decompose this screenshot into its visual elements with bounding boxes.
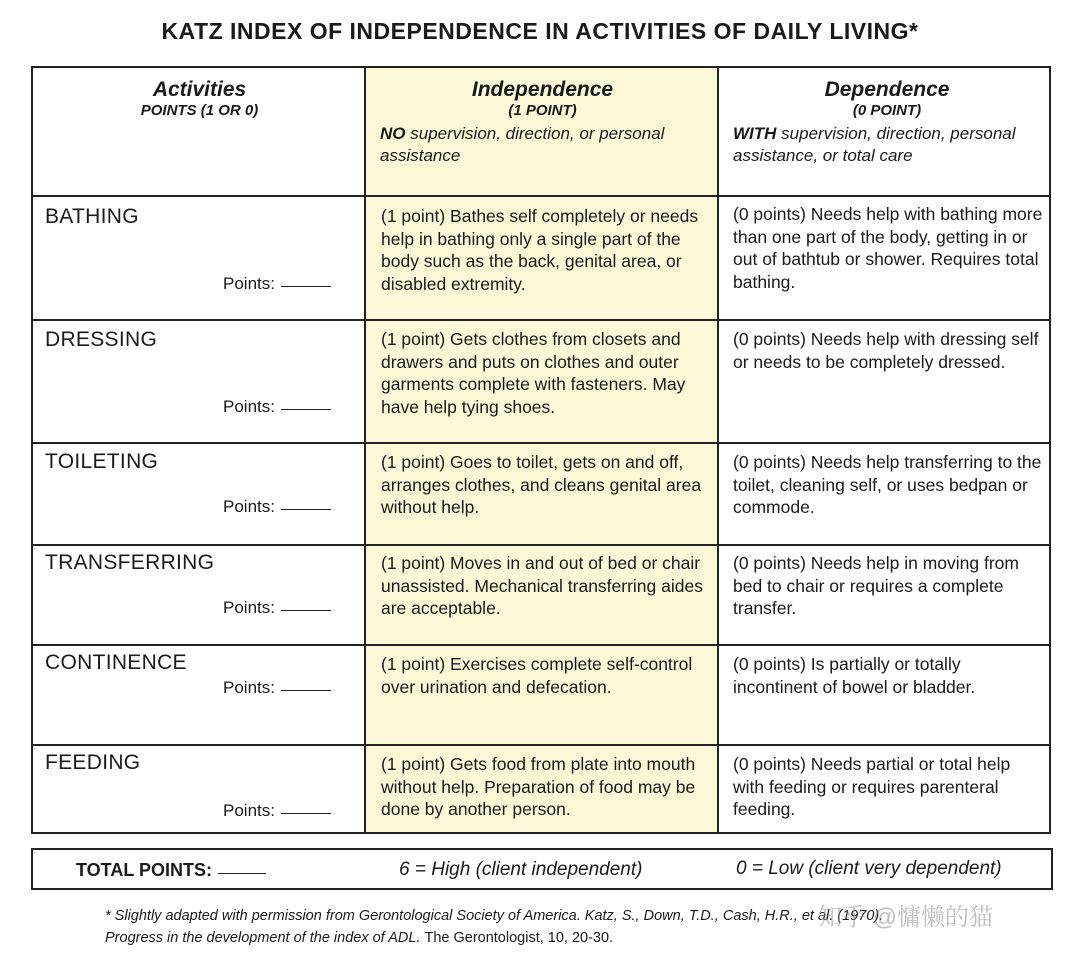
points-blank[interactable] — [281, 812, 331, 814]
score-high-legend: 6 = High (client independent) — [399, 859, 643, 880]
points-blank[interactable] — [281, 285, 331, 287]
points-field — [223, 598, 331, 618]
header-independence-label: Independence — [471, 78, 614, 101]
table-row-activity — [33, 444, 364, 544]
katz-table — [31, 66, 1051, 834]
table-row-activity — [33, 546, 364, 644]
dependence-text: (0 points) Needs help in moving from bed to chair or requires a complete transfer. — [733, 553, 1019, 618]
activity-name: BATHING — [45, 205, 139, 228]
header-independence-desc — [380, 123, 705, 167]
points-label: Points: — [223, 598, 275, 617]
header-independence — [366, 68, 719, 196]
total-points-label: TOTAL POINTS: — [76, 860, 213, 880]
header-independence-text: supervision, direction, or personal assistance — [380, 124, 665, 165]
header-dependence-sub: (0 POINT) — [852, 102, 922, 119]
points-field — [223, 397, 331, 417]
dependence-text: (0 points) Needs partial or total help with feeding or requires parenteral feeding. — [733, 754, 1011, 819]
points-label: Points: — [223, 397, 275, 416]
points-blank[interactable] — [281, 508, 331, 510]
table-row-activity — [33, 321, 364, 442]
score-low-legend: 0 = Low (client very dependent) — [736, 858, 1002, 879]
points-label: Points: — [223, 497, 275, 516]
independence-text: (1 point) Goes to toilet, gets on and off, arranges clothes, and cleans genital area without help. — [381, 452, 702, 517]
points-blank[interactable] — [281, 609, 331, 611]
header-dependence-desc — [733, 123, 1041, 167]
footnote-journal: The Gerontologist, 10, 20-30. — [424, 930, 614, 946]
independence-text: (1 point) Gets clothes from closets and drawers and puts on clothes and outer garments complete with fasteners. May have help tying shoes. — [381, 329, 686, 417]
activity-name: TOILETING — [45, 450, 159, 473]
header-dependence-text: supervision, direction, personal assistance, or total care — [733, 124, 1016, 165]
header-independence-sub: (1 POINT) — [508, 102, 577, 119]
dependence-text: (0 points) Needs help with dressing self or needs to be completely dressed. — [733, 329, 1039, 372]
dependence-text: (0 points) Needs help with bathing more than one part of the body, getting in or out of bathtub or shower. Requires total bathing. — [733, 204, 1043, 292]
table-row-activity — [33, 746, 364, 832]
footnote-line-2 — [105, 927, 883, 949]
independence-text: (1 point) Moves in and out of bed or chair unassisted. Mechanical transferring aides are acceptable. — [381, 553, 703, 618]
table-row-activity — [33, 646, 364, 744]
points-field — [223, 801, 331, 821]
header-activities — [33, 68, 366, 196]
header-dependence-lead: WITH — [733, 124, 777, 143]
header-dependence — [719, 68, 1051, 196]
points-field — [223, 678, 331, 698]
header-activities-sub: POINTS (1 OR 0) — [140, 102, 259, 119]
total-points-blank[interactable] — [218, 872, 266, 874]
independence-text: (1 point) Exercises complete self-control over urination and defecation. — [381, 654, 693, 697]
header-independence-lead: NO — [380, 124, 406, 143]
page-title: KATZ INDEX OF INDEPENDENCE IN ACTIVITIES OF DAILY LIVING* — [161, 18, 919, 44]
footnote — [105, 905, 883, 949]
footnote-line-1: * Slightly adapted with permission from Gerontological Society of America. Katz, S., Down, T.D., Cash, H.R., et al. (1970). — [105, 908, 884, 924]
footnote-article: Progress in the development of the index of ADL. — [105, 930, 421, 946]
points-field — [223, 274, 331, 294]
points-blank[interactable] — [281, 408, 331, 410]
points-label: Points: — [223, 274, 275, 293]
total-points-bar — [31, 848, 1053, 890]
activity-name: DRESSING — [45, 328, 158, 351]
activity-name: FEEDING — [45, 751, 141, 774]
dependence-text: (0 points) Is partially or totally incontinent of bowel or bladder. — [733, 654, 976, 697]
points-label: Points: — [223, 801, 275, 820]
independence-text: (1 point) Bathes self completely or needs help in bathing only a single part of the body such as the back, genital area, or disabled extremity. — [381, 206, 699, 294]
total-points-field — [76, 860, 266, 881]
points-field — [223, 497, 331, 517]
header-dependence-label: Dependence — [824, 78, 950, 101]
points-label: Points: — [223, 678, 275, 697]
independence-text: (1 point) Gets food from plate into mouth without help. Preparation of food may be done by another person. — [381, 754, 696, 819]
points-blank[interactable] — [281, 689, 331, 691]
dependence-text: (0 points) Needs help transferring to the toilet, cleaning self, or uses bedpan or commode. — [733, 452, 1042, 517]
activity-name: TRANSFERRING — [45, 551, 215, 574]
activity-name: CONTINENCE — [45, 651, 187, 674]
header-activities-label: Activities — [152, 78, 247, 101]
watermark: 知乎 @慵懒的猫 — [818, 904, 994, 931]
table-row-activity — [33, 197, 364, 319]
